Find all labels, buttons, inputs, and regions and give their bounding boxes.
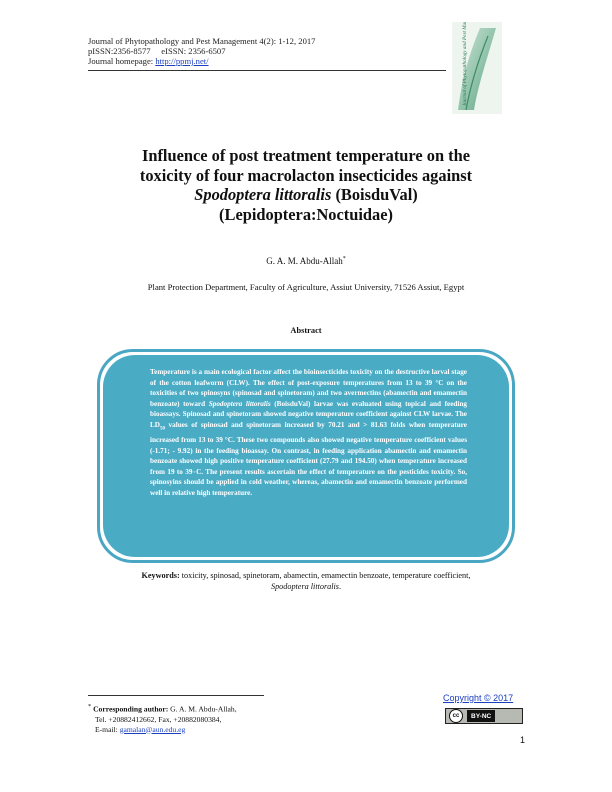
abstract-part-2: (BoisduVal) larvae was evaluated using topical and feeding bioassays. Spinosad and spinetoram showed negative temperature coefficient against CLW larvae. The LD: [150, 399, 468, 429]
footnote-email-line: [88, 725, 288, 735]
page-number: 1: [520, 735, 526, 745]
footnote-author-line: [88, 702, 288, 715]
title-line-2: toxicity of four macrolacton insecticides against: [139, 165, 473, 185]
cc-license-badge[interactable]: [445, 708, 523, 724]
keywords-end: .: [338, 582, 342, 592]
title-authority: (BoisduVal): [331, 185, 418, 205]
footnote-tel: Tel. +20882412662, Fax, +20882080384,: [95, 714, 222, 724]
abstract-heading: Abstract: [290, 326, 322, 335]
abstract-subscript: 50: [160, 426, 165, 432]
journal-citation: Journal of Phytopathology and Pest Management 4(2): 1-12, 2017: [88, 36, 316, 46]
keywords-list: toxicity, spinosad, spinetoram, abamectin, emamectin benzoate, temperature coefficient,: [179, 571, 471, 580]
keywords-label: Keywords:: [141, 571, 180, 580]
svg-text:Journal of Phytopathology and: Journal of Phytopathology and Pest Management: [462, 22, 468, 106]
title-species: Spodoptera littoralis: [194, 185, 332, 205]
header-rule: [88, 70, 446, 71]
homepage-label: Journal homepage:: [88, 56, 156, 66]
author-name: G. A. M. Abdu-Allah: [266, 256, 343, 266]
title-line-4: (Lepidoptera:Noctuidae): [219, 204, 393, 224]
by-nc-label: BY-NC: [467, 710, 495, 722]
cc-icon: cc: [449, 709, 463, 723]
homepage-line: [88, 56, 209, 66]
footnote-email-label: E-mail:: [95, 724, 120, 734]
footnote-email-link[interactable]: gamalan@aun.edu.eg: [119, 724, 186, 734]
footnote-label: Corresponding author:: [93, 704, 169, 714]
keywords: [110, 570, 502, 593]
author-mark: *: [342, 256, 346, 262]
journal-logo: [452, 22, 502, 114]
abstract-part-3: values of spinosad and spinetoram increased by 70.21 and > 81.63 folds when temperature increased from 13 to 39 °C. These two compounds also showed negative temperature coefficient values (-1.71; - 9.92) in the feeding bioassay. On contrast, in feeding application abamectin and emamectin benzoate showed high positive temperature coefficient (27.79 and 194.50) when temperature increased from 19 to 39◦C. The present results ascertain the effect of temperature on the pesticides toxicity. So, spinosyins should be applied in cold weather, whereas, abamectin and emamectin benzoate performed well in relative high temperature.: [150, 420, 467, 497]
homepage-link[interactable]: http://ppmj.net/: [155, 56, 209, 66]
title-line-1: Influence of post treatment temperature on the: [141, 146, 471, 165]
footnote: [88, 702, 288, 735]
affiliation: Plant Protection Department, Faculty of Agriculture, Assiut University, 71526 Assiut, Egypt: [147, 282, 465, 292]
footnote-rule: [88, 695, 264, 696]
footnote-mark: *: [88, 703, 92, 710]
article-title: [70, 146, 542, 224]
issn-line: pISSN:2356-8577 eISSN: 2356-6507: [88, 46, 226, 56]
abstract-part-1: Temperature is a main ecological factor affect the bioinsecticides toxicity on the destructive larval stage of the cotton leafworm (CLW). The effect of post-exposure temperatures from 13 to 39 °C on the toxicities of two spinosyns (spinosad and spinetoram) and two avermectins (abamectin and emamectin benzoate) toward: [150, 368, 467, 408]
author-line: [0, 256, 612, 266]
copyright-link[interactable]: Copyright © 2017: [443, 693, 514, 703]
keywords-species: Spodoptera littoralis: [270, 582, 339, 592]
title-line-3: [70, 185, 542, 205]
abstract-species: Spodoptera littoralis: [208, 399, 271, 408]
abstract-text: [150, 367, 467, 499]
footnote-name: G. A. M. Abdu-Allah,: [168, 704, 237, 714]
